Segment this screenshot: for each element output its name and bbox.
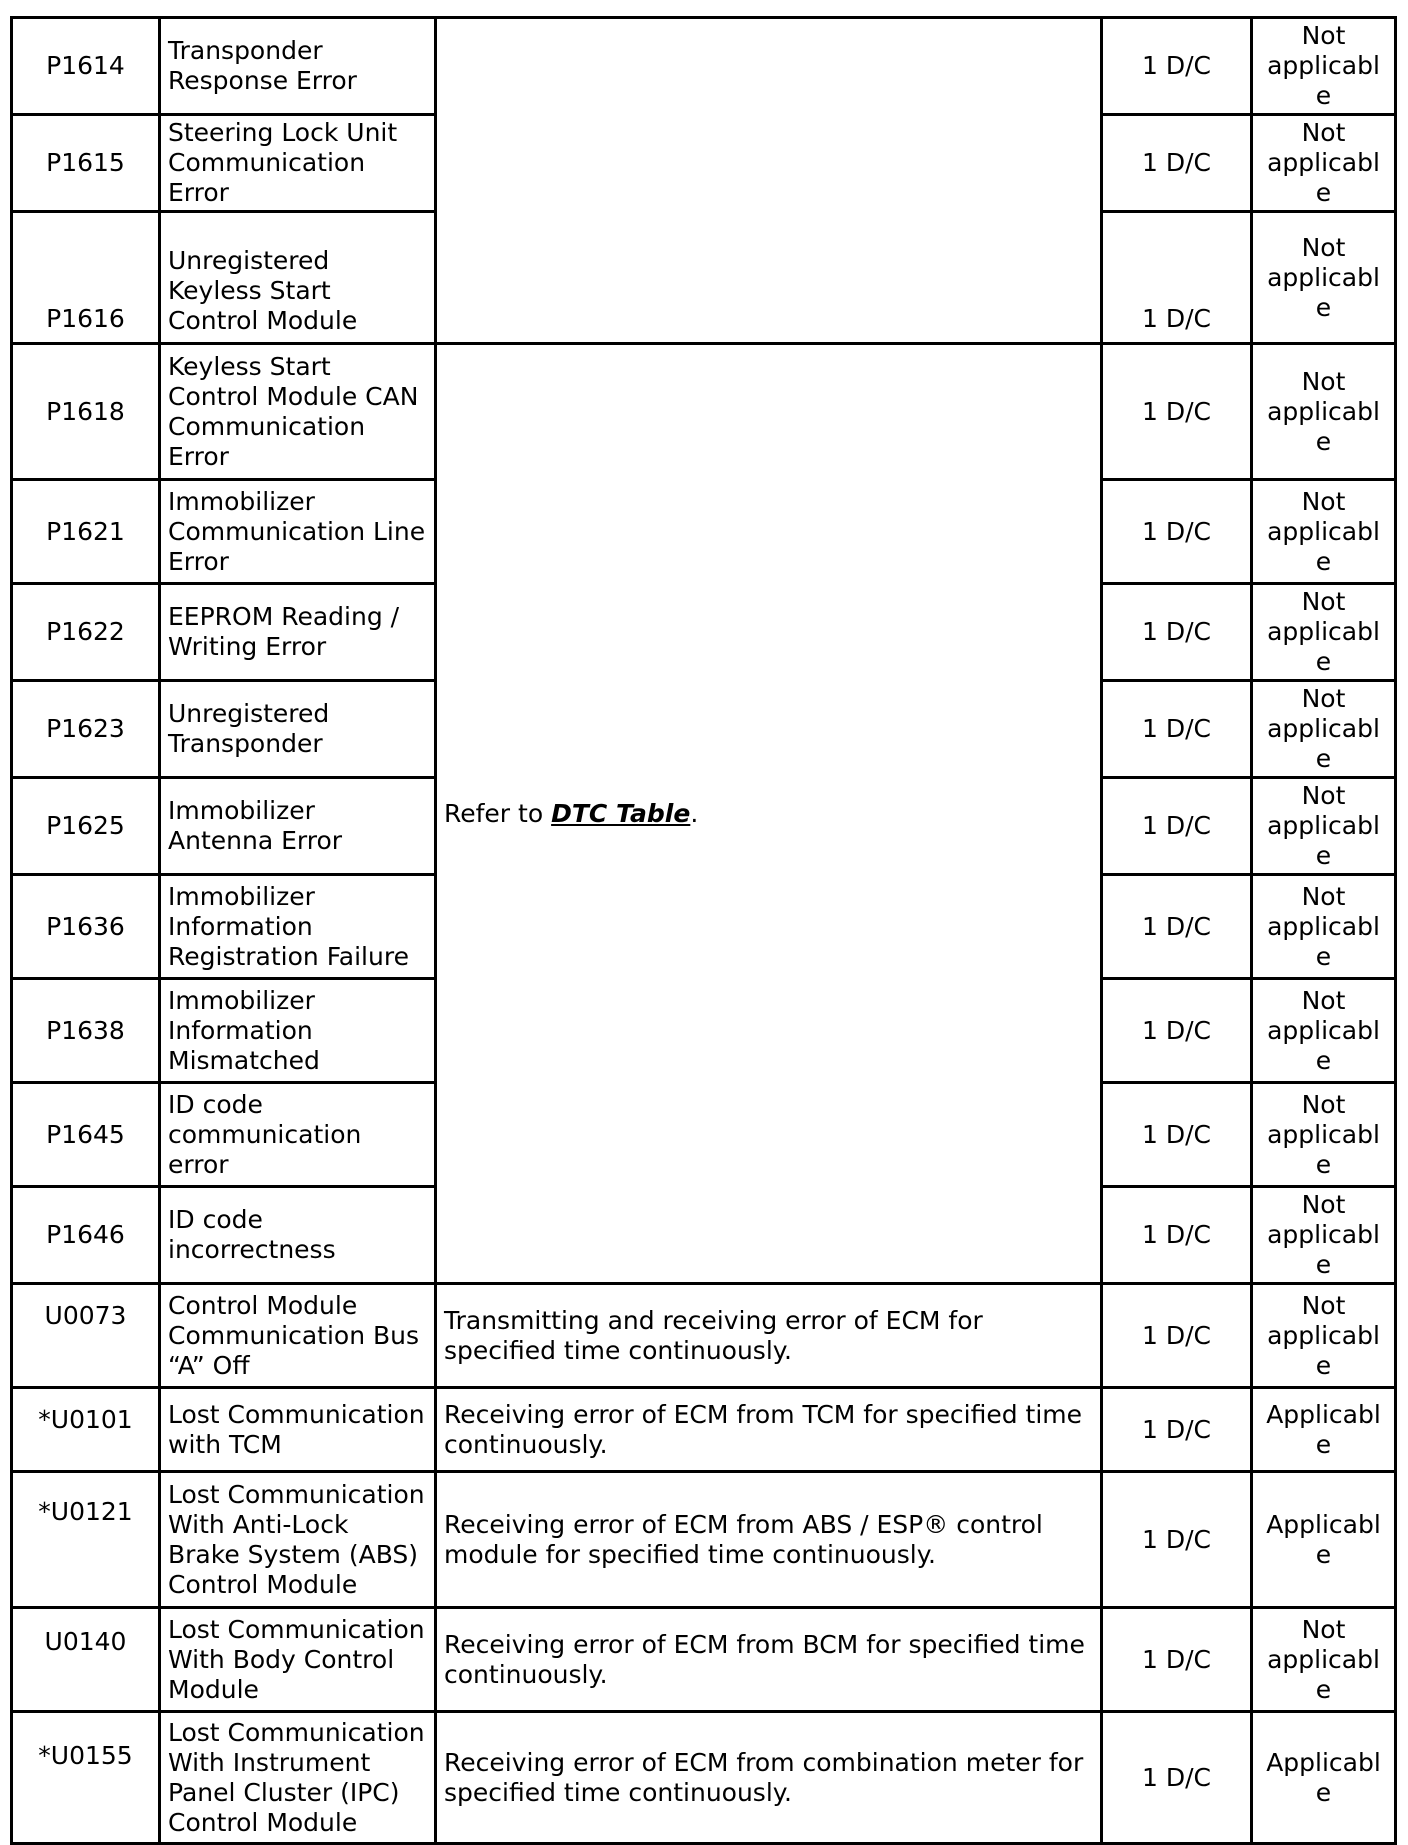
dtc-name: Immobilizer Information Mismatched xyxy=(160,979,436,1083)
mil-status: Not applicable xyxy=(1252,1187,1396,1284)
mil-status: Applicable xyxy=(1252,1472,1396,1608)
dtc-detect-cycle: 1 D/C xyxy=(1102,1284,1252,1388)
dtc-name: Unregistered Transponder xyxy=(160,681,436,778)
dtc-table xyxy=(10,16,1397,1845)
dtc-table-link[interactable]: DTC Table xyxy=(551,798,691,828)
dtc-code: P1623 xyxy=(12,681,160,778)
dtc-code: P1638 xyxy=(12,979,160,1083)
table-row xyxy=(12,344,1396,480)
dtc-detect-cycle: 1 D/C xyxy=(1102,778,1252,875)
dtc-code: U0140 xyxy=(12,1608,160,1712)
mil-status: Not applicable xyxy=(1252,344,1396,480)
dtc-code: P1621 xyxy=(12,480,160,584)
mil-status: Applicable xyxy=(1252,1388,1396,1472)
mil-status: Not applicable xyxy=(1252,480,1396,584)
dtc-code: U0073 xyxy=(12,1284,160,1388)
dtc-code: P1645 xyxy=(12,1083,160,1187)
detecting-condition: Receiving error of ECM from ABS / ESP® control module for specified time continuously. xyxy=(436,1472,1102,1608)
detecting-condition-blank xyxy=(436,18,1102,344)
dtc-name: Control Module Communication Bus “A” Off xyxy=(160,1284,436,1388)
dtc-code: P1618 xyxy=(12,344,160,480)
dtc-detect-cycle: 1 D/C xyxy=(1102,1712,1252,1844)
dtc-code: P1622 xyxy=(12,584,160,681)
mil-status: Applicable xyxy=(1252,1712,1396,1844)
dtc-name: Lost Communication with TCM xyxy=(160,1388,436,1472)
dtc-name: Immobilizer Communication Line Error xyxy=(160,480,436,584)
detecting-condition-reference xyxy=(436,344,1102,1284)
detecting-condition: Transmitting and receiving error of ECM for specified time continuously. xyxy=(436,1284,1102,1388)
dtc-name: Lost Communication With Anti-Lock Brake System (ABS) Control Module xyxy=(160,1472,436,1608)
dtc-name: EEPROM Reading / Writing Error xyxy=(160,584,436,681)
dtc-detect-cycle: 1 D/C xyxy=(1102,1083,1252,1187)
table-row xyxy=(12,1608,1396,1712)
dtc-code: P1614 xyxy=(12,18,160,115)
mil-status: Not applicable xyxy=(1252,1284,1396,1388)
mil-status: Not applicable xyxy=(1252,979,1396,1083)
dtc-code: *U0121 xyxy=(12,1472,160,1608)
dtc-name: ID code incorrectness xyxy=(160,1187,436,1284)
mil-status: Not applicable xyxy=(1252,584,1396,681)
dtc-code: P1616 xyxy=(12,212,160,344)
dtc-detect-cycle: 1 D/C xyxy=(1102,18,1252,115)
table-row xyxy=(12,1388,1396,1472)
dtc-detect-cycle: 1 D/C xyxy=(1102,344,1252,480)
detecting-condition: Receiving error of ECM from combination meter for specified time continuously. xyxy=(436,1712,1102,1844)
mil-status: Not applicable xyxy=(1252,1083,1396,1187)
dtc-name: ID code communication error xyxy=(160,1083,436,1187)
dtc-name: Transponder Response Error xyxy=(160,18,436,115)
dtc-detect-cycle: 1 D/C xyxy=(1102,1472,1252,1608)
mil-status: Not applicable xyxy=(1252,18,1396,115)
dtc-detect-cycle: 1 D/C xyxy=(1102,1187,1252,1284)
mil-status: Not applicable xyxy=(1252,778,1396,875)
table-row xyxy=(12,1472,1396,1608)
dtc-name: Keyless Start Control Module CAN Communication Error xyxy=(160,344,436,480)
dtc-code: P1646 xyxy=(12,1187,160,1284)
dtc-code: P1625 xyxy=(12,778,160,875)
mil-status: Not applicable xyxy=(1252,875,1396,979)
dtc-detect-cycle: 1 D/C xyxy=(1102,875,1252,979)
dtc-name: Immobilizer Antenna Error xyxy=(160,778,436,875)
mil-status: Not applicable xyxy=(1252,681,1396,778)
dtc-name: Steering Lock Unit Communication Error xyxy=(160,115,436,212)
dtc-detect-cycle: 1 D/C xyxy=(1102,480,1252,584)
dtc-name: Unregistered Keyless Start Control Module xyxy=(160,212,436,344)
mil-status: Not applicable xyxy=(1252,212,1396,344)
reference-suffix: . xyxy=(690,798,699,828)
dtc-detect-cycle: 1 D/C xyxy=(1102,681,1252,778)
dtc-detect-cycle: 1 D/C xyxy=(1102,979,1252,1083)
detecting-condition: Receiving error of ECM from TCM for specified time continuously. xyxy=(436,1388,1102,1472)
table-row xyxy=(12,1284,1396,1388)
table-row xyxy=(12,18,1396,115)
detecting-condition: Receiving error of ECM from BCM for specified time continuously. xyxy=(436,1608,1102,1712)
dtc-detect-cycle: 1 D/C xyxy=(1102,212,1252,344)
dtc-detect-cycle: 1 D/C xyxy=(1102,115,1252,212)
dtc-detect-cycle: 1 D/C xyxy=(1102,584,1252,681)
dtc-name: Lost Communication With Body Control Module xyxy=(160,1608,436,1712)
reference-prefix: Refer to xyxy=(444,798,552,828)
dtc-name: Lost Communication With Instrument Panel Cluster (IPC) Control Module xyxy=(160,1712,436,1844)
dtc-code: *U0155 xyxy=(12,1712,160,1844)
dtc-detect-cycle: 1 D/C xyxy=(1102,1388,1252,1472)
mil-status: Not applicable xyxy=(1252,115,1396,212)
dtc-code: P1636 xyxy=(12,875,160,979)
dtc-detect-cycle: 1 D/C xyxy=(1102,1608,1252,1712)
dtc-code: *U0101 xyxy=(12,1388,160,1472)
table-row xyxy=(12,1712,1396,1844)
dtc-name: Immobilizer Information Registration Failure xyxy=(160,875,436,979)
mil-status: Not applicable xyxy=(1252,1608,1396,1712)
dtc-code: P1615 xyxy=(12,115,160,212)
